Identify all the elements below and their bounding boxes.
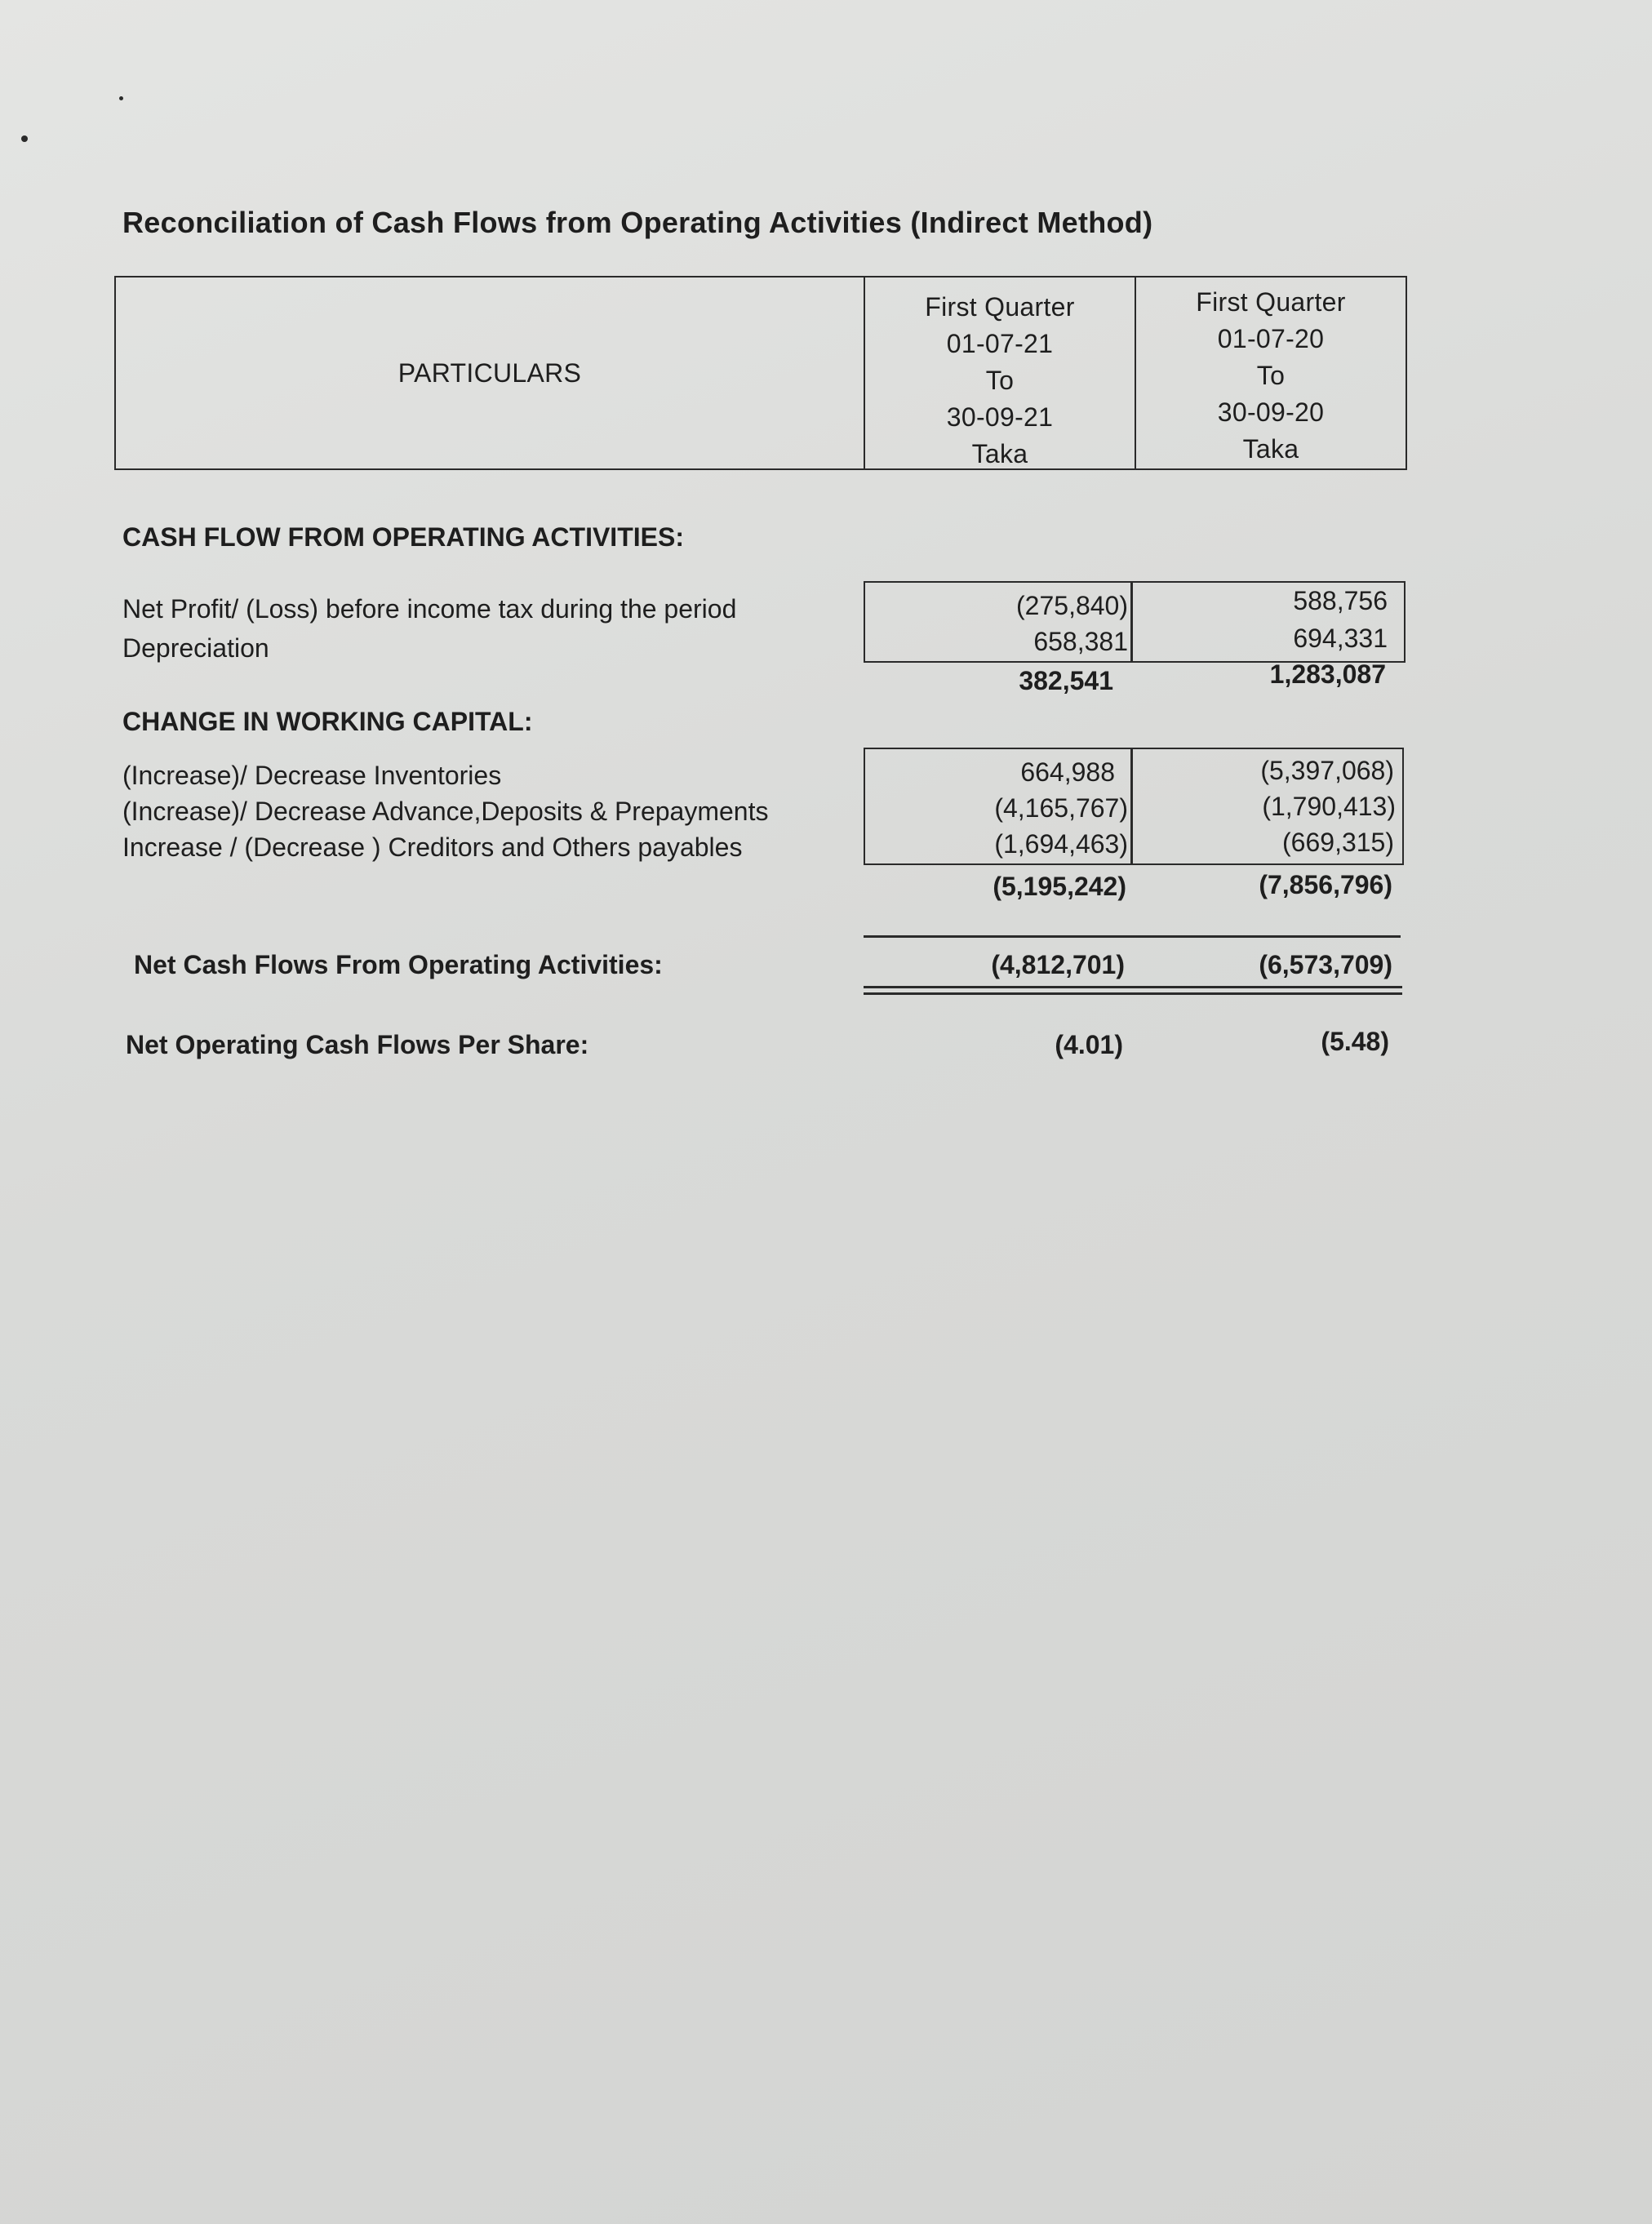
advances-label: (Increase)/ Decrease Advance,Deposits & Prepayments — [122, 797, 769, 826]
period-previous-line: First Quarter — [1196, 287, 1346, 317]
period-current-cell — [865, 277, 1136, 468]
period-current-line: Taka — [971, 439, 1028, 468]
net-profit-current: (275,840) — [1016, 591, 1128, 620]
operating-subtotal-previous: 1,283,087 — [1269, 659, 1386, 689]
advances-current: (4,165,767) — [994, 793, 1128, 823]
total-rule — [864, 935, 1401, 938]
page-title: Reconciliation of Cash Flows from Operating Activities (Indirect Method) — [122, 206, 1153, 239]
depreciation-label: Depreciation — [122, 633, 269, 663]
period-previous-line: Taka — [1242, 434, 1299, 464]
period-current-line: First Quarter — [925, 292, 1075, 322]
net-cash-label: Net Cash Flows From Operating Activities: — [134, 950, 663, 979]
creditors-previous: (669,315) — [1282, 828, 1394, 857]
working-capital-subtotal-previous: (7,856,796) — [1259, 870, 1392, 899]
per-share-previous: (5.48) — [1321, 1027, 1389, 1056]
working-capital-subtotal-current: (5,195,242) — [993, 872, 1126, 901]
creditors-label: Increase / (Decrease ) Creditors and Others payables — [122, 832, 743, 862]
inventories-previous: (5,397,068) — [1260, 756, 1394, 785]
operating-subtotal-current: 382,541 — [1019, 666, 1113, 695]
period-previous-cell — [1136, 277, 1406, 468]
period-current-line: 30-09-21 — [946, 402, 1054, 432]
period-previous-line: 30-09-20 — [1217, 397, 1325, 427]
particulars-cell — [116, 277, 865, 468]
header-table — [114, 276, 1407, 470]
particulars-label: PARTICULARS — [397, 357, 582, 388]
per-share-current: (4.01) — [1055, 1030, 1123, 1059]
stray-mark — [21, 135, 28, 142]
period-previous-line: To — [1256, 361, 1286, 390]
column-divider — [1130, 581, 1133, 663]
inventories-current: 664,988 — [1020, 757, 1115, 787]
period-current-line: To — [985, 366, 1015, 395]
net-cash-current: (4,812,701) — [991, 950, 1125, 979]
period-current-line: 01-07-21 — [946, 329, 1054, 358]
operating-heading: CASH FLOW FROM OPERATING ACTIVITIES: — [122, 522, 684, 552]
double-rule-bottom — [864, 992, 1402, 995]
depreciation-previous: 694,331 — [1293, 624, 1388, 653]
per-share-label: Net Operating Cash Flows Per Share: — [126, 1030, 589, 1059]
depreciation-current: 658,381 — [1033, 627, 1128, 656]
net-profit-label: Net Profit/ (Loss) before income tax during the period — [122, 594, 737, 624]
net-profit-previous: 588,756 — [1293, 586, 1388, 615]
inventories-label: (Increase)/ Decrease Inventories — [122, 761, 502, 790]
advances-previous: (1,790,413) — [1262, 792, 1396, 821]
stray-mark — [119, 96, 123, 100]
double-rule-top — [864, 986, 1402, 988]
working-capital-heading: CHANGE IN WORKING CAPITAL: — [122, 707, 533, 736]
column-divider — [1130, 748, 1133, 865]
period-previous-line: 01-07-20 — [1217, 324, 1325, 353]
creditors-current: (1,694,463) — [994, 829, 1128, 859]
net-cash-previous: (6,573,709) — [1259, 950, 1392, 979]
